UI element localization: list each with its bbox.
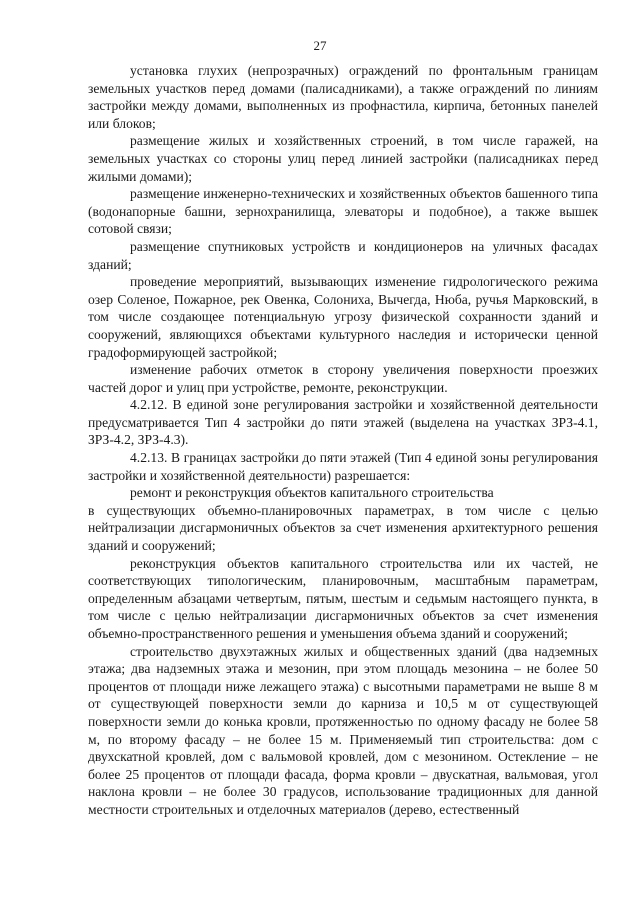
paragraph-fence-prohibition: установка глухих (непрозрачных) ограждений по фронтальным границам земельных участков перед домами (палисадниками), а также ограждений по линиям застройки между домами, выполненных из профнастила, кирпича, бетонных панелей или блоков; [88,63,598,131]
paragraph-two-storey-construction: строительство двухэтажных жилых и общественных зданий (два надземных этажа; два надземных этажа и мезонин, при этом площадь мезонина – не более 50 процентов от площади ниже лежащего этажа) с высотными параметрами не выше 8 м от существующей поверхности земли до карниза и 10,5 м от существующей поверхности земли до конька кровли, протяженностью по одному фасаду не более 58 м, по второму фасаду – не более 15 м. Применяемый тип строительства: дом с двухскатной кровлей, дом с вальмовой кровлей, дом с мезонином. Остекление – не более 25 процентов от площади фасада, форма кровли – двускатная, вальмовая, угол наклона кровли – не более 30 градусов, использование традиционных для данной местности строительных и отделочных материалов (дерево, естественный [88,643,598,817]
paragraph-repair-reconstruction: ремонт и реконструкция объектов капитального строительства [130,485,494,501]
paragraph-satellite-devices: размещение спутниковых устройств и кондиционеров на уличных фасадах зданий; [88,238,598,272]
paragraph-tower-objects: размещение инженерно-технических и хозяйственных объектов башенного типа (водонапорные башни, зернохранилища, элеваторы и подобное), а также вышек сотовой связи; [88,186,598,237]
document-body [88,62,598,819]
paragraph-section-4-2-13: 4.2.13. В границах застройки до пяти этажей (Тип 4 единой зоны регулирования застройки и хозяйственной деятельности) разрешается: [88,450,598,483]
paragraph-reconstruction-nonconforming: реконструкция объектов капитального строительства или их частей, не соответствующих типологическим, планировочным, масштабным параметрам, определенным абзацами четвертым, пятым, шестым и седьмым настоящего пункта, в том числе с целью нейтрализации дисгармоничных объектов за счет изменения объемно-пространственного решения и уменьшения объема зданий и сооружений; [88,555,598,641]
paragraph-hydrology: проведение мероприятий, вызывающих изменение гидрологического режима озер Соленое, Пожарное, рек Овенка, Солониха, Вычегда, Нюба, ручья Марковский, в том числе создающее потенциальную угрозу физической сохранности зданий и сооружений, являющихся объектами культурного наследия и исторически ценной градоформирующей застройкой; [88,274,598,360]
paragraph-buildings-placement: размещение жилых и хозяйственных строений, в том числе гаражей, на земельных участках со стороны улиц перед линией застройки (палисадниках перед жилыми домами); [88,133,598,184]
paragraph-existing-parameters: в существующих объемно-планировочных параметрах, в том числе с целью нейтрализации дисгармоничных объектов за счет изменения архитектурного решения зданий и сооружений; [88,502,598,554]
paragraph-section-4-2-12: 4.2.12. В единой зоне регулирования застройки и хозяйственной деятельности предусматривается Тип 4 застройки до пяти этажей (выделена на участках ЗРЗ-4.1, ЗРЗ-4.2, ЗРЗ-4.3). [88,397,598,448]
paragraph-road-levels: изменение рабочих отметок в сторону увеличения поверхности проезжих частей дорог и улиц при устройстве, ремонте, реконструкции. [88,362,598,395]
page-number: 27 [313,38,327,53]
